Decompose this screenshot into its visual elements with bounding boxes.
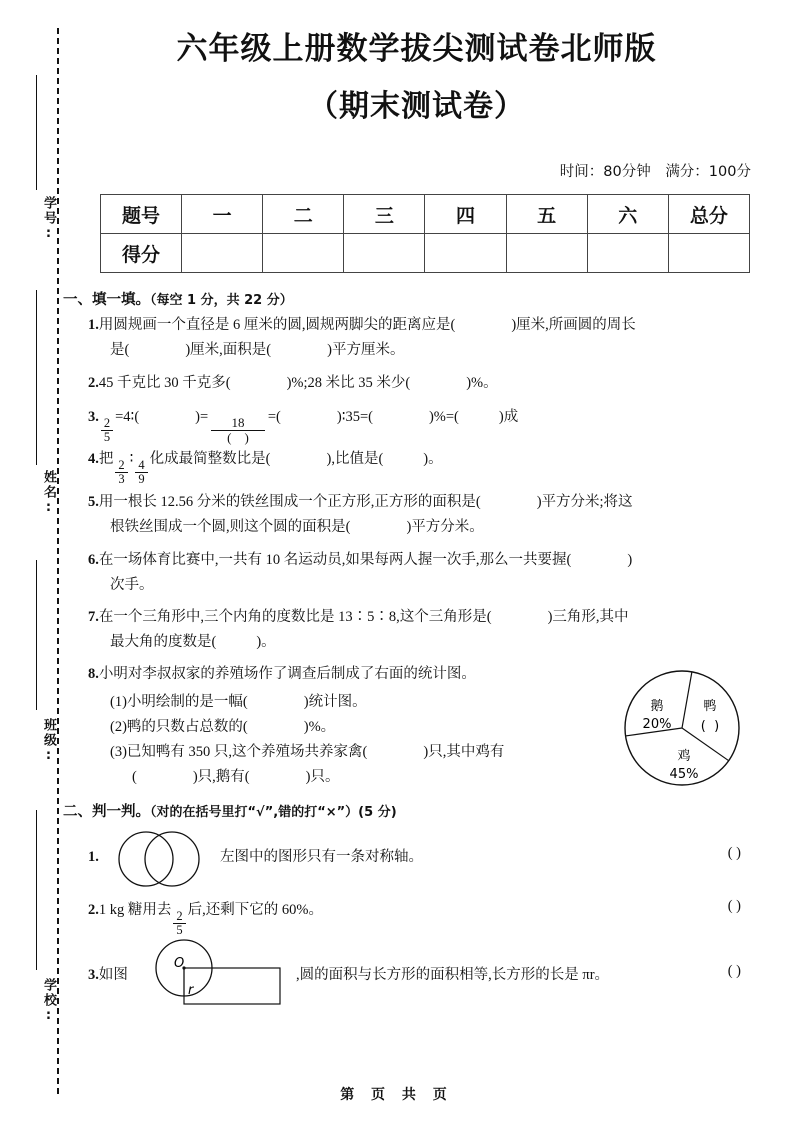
- q1-text-a: 用圆规画一个直径是 6 厘米的圆,圆规两脚尖的距离应是(: [98, 317, 456, 333]
- q7-text-c: 最大角的度数是(: [110, 634, 217, 650]
- rail-segment-4: [36, 810, 37, 970]
- t1-statement: 左图中的图形只有一条对称轴。: [220, 849, 423, 865]
- q2-number: 2.: [88, 375, 99, 391]
- t2-answer-bracket[interactable]: ( ): [727, 898, 741, 914]
- question-1-line-2: [110, 338, 404, 363]
- sidebar-label-student-id: 学号:: [41, 196, 56, 243]
- label-center-o: O: [174, 956, 185, 971]
- page-footer: 第 页 共 页: [340, 1087, 453, 1103]
- figure-two-overlapping-circles: [110, 828, 215, 895]
- q3-text-b: )=: [195, 409, 209, 425]
- t3-answer-bracket[interactable]: ( ): [727, 963, 741, 979]
- q7-text-b: )三角形,其中: [547, 609, 629, 625]
- q4-fraction-two-thirds: $\frac{2}{3}$: [115, 459, 127, 486]
- section-2-heading: [63, 800, 397, 821]
- score-cell-1[interactable]: [182, 234, 263, 273]
- q4-text-a: 把: [98, 451, 114, 467]
- question-8: [88, 662, 476, 687]
- sidebar-label-school: 学校:: [41, 978, 56, 1025]
- q6-number: 6.: [88, 552, 99, 568]
- q7-text-a: 在一个三角形中,三个内角的度数比是 13∶5∶8,这个三角形是(: [98, 609, 492, 625]
- rail-segment-3: [36, 560, 37, 710]
- q1-text-b: )厘米,所画圆的周长: [511, 317, 636, 333]
- q3-text-f: )成: [498, 409, 519, 425]
- q6-text-a: 在一场体育比赛中,一共有 10 名运动员,如果每两人握一次手,那么一共要握(: [98, 552, 572, 568]
- q3-number: 3.: [88, 409, 99, 425]
- score-cell-5[interactable]: [506, 234, 587, 273]
- q8-s1-text-b: )统计图。: [303, 694, 367, 710]
- question-4: [88, 447, 443, 486]
- section-2-title: 二、判一判。: [63, 804, 150, 820]
- q1-text-c: 是(: [110, 342, 130, 358]
- question-3: [88, 405, 518, 445]
- table-row-headers: [101, 195, 750, 234]
- score-col-2: 二: [263, 195, 344, 234]
- q8-s4-text: (: [132, 769, 137, 785]
- q8-s2-text-b: )%。: [303, 719, 336, 735]
- q7-text-d: )。: [256, 634, 276, 650]
- q6-text-c: 次手。: [110, 577, 154, 593]
- score-cell-6[interactable]: [587, 234, 668, 273]
- section-2-note: （对的在括号里打“√”,错的打“×”）(5 分): [150, 805, 397, 820]
- q2-text-a: 45 千克比 30 千克多(: [98, 375, 231, 391]
- t2-text-b: 后,还剩下它的 60%。: [187, 902, 323, 918]
- question-8-sub-4: [132, 765, 339, 790]
- q8-s3-text-b: )只,其中鸡有: [423, 744, 505, 760]
- q5-text-a: 用一根长 12.56 分米的铁丝围成一个正方形,正方形的面积是(: [98, 494, 481, 510]
- score-col-5: 五: [506, 195, 587, 234]
- question-8-sub-1: [110, 690, 367, 715]
- score-cell-3[interactable]: [344, 234, 425, 273]
- q8-s4-text-b: )只,鹅有(: [192, 769, 250, 785]
- t1-answer-bracket[interactable]: ( ): [727, 845, 741, 861]
- q8-s4-text-c: )只。: [305, 769, 340, 785]
- pie-chart-poultry: [612, 658, 752, 803]
- q5-text-d: )平方分米。: [406, 519, 484, 535]
- question-5-line-1: [88, 490, 633, 515]
- q4-ratio-colon: ∶: [129, 451, 134, 467]
- q4-text-c: 化成最简整数比是(: [149, 451, 271, 467]
- score-cell-total[interactable]: [668, 234, 749, 273]
- title-main: 六年级上册数学拔尖测试卷北师版: [176, 31, 657, 67]
- sidebar-label-class: 班级:: [41, 718, 56, 765]
- score-col-3: 三: [344, 195, 425, 234]
- pie-value-goose: 20%: [642, 717, 672, 732]
- q4-text-e: )。: [423, 451, 443, 467]
- q3-text-a: =4∶(: [115, 409, 140, 425]
- pie-divider-goose-duck: [682, 672, 692, 728]
- q5-text-c: 根铁丝围成一个圆,则这个圆的面积是(: [110, 519, 351, 535]
- label-radius-r: r: [188, 983, 194, 998]
- q8-s1-text: (1)小明绘制的是一幅(: [110, 694, 248, 710]
- q2-text-b: )%;28 米比 35 米少(: [286, 375, 411, 391]
- title-sub: （期末测试卷）: [308, 88, 525, 124]
- pie-label-duck: 鸭: [703, 699, 717, 714]
- sidebar-label-name: 姓名:: [41, 470, 56, 517]
- pie-label-goose: 鹅: [650, 699, 664, 714]
- q8-number: 8.: [88, 666, 99, 682]
- question-7-line-2: [110, 630, 276, 655]
- score-col-4: 四: [425, 195, 506, 234]
- q4-number: 4.: [88, 451, 99, 467]
- q8-s2-text: (2)鸭的只数占总数的(: [110, 719, 248, 735]
- overlap-circle-right: [145, 832, 199, 886]
- q2-text-c: )%。: [466, 375, 498, 391]
- t2-number: 2.: [88, 902, 99, 918]
- pie-label-chicken: 鸡: [677, 749, 691, 764]
- page-title: [70, 30, 763, 125]
- truefalse-3: [88, 963, 128, 988]
- question-6-line-2: [110, 573, 154, 598]
- q4-fraction-four-ninths: $\frac{4}{9}$: [135, 459, 147, 486]
- truefalse-2: [88, 898, 323, 937]
- section-1-title: 一、填一填。: [63, 292, 150, 308]
- exam-duration: 时间：80分钟: [559, 164, 651, 180]
- score-cell-4[interactable]: [425, 234, 506, 273]
- t2-text-a: 1 kg 糖用去: [98, 902, 172, 918]
- truefalse-1: [88, 845, 99, 870]
- exam-meta: [550, 160, 751, 181]
- rail-segment-2: [36, 290, 37, 465]
- rectangle-shape: [184, 968, 280, 1004]
- question-5-line-2: [110, 515, 484, 540]
- t2-fraction-two-fifths: $\frac{2}{5}$: [173, 910, 185, 937]
- score-row-label-2: 得分: [101, 234, 182, 273]
- question-8-sub-3: [110, 740, 504, 765]
- q3-text-e: )%=(: [428, 409, 459, 425]
- score-cell-2[interactable]: [263, 234, 344, 273]
- score-col-1: 一: [182, 195, 263, 234]
- score-table: [100, 194, 750, 273]
- q1-text-e: )平方厘米。: [327, 342, 405, 358]
- table-row-scores: [101, 234, 750, 273]
- q3-fraction-18-over-blank: $\frac{18}{( )}$: [211, 416, 265, 444]
- pie-value-duck[interactable]: ( ): [700, 719, 720, 734]
- q5-text-b: )平方分米;将这: [536, 494, 633, 510]
- figure-circle-and-rectangle: [148, 938, 296, 1015]
- q8-text-a: 小明对李叔叔家的养殖场作了调查后制成了右面的统计图。: [98, 666, 476, 682]
- question-7-line-1: [88, 605, 629, 630]
- question-8-sub-2: [110, 715, 335, 740]
- q6-text-b: ): [627, 552, 633, 568]
- question-6-line-1: [88, 548, 632, 573]
- exam-full-score: 满分：100分: [665, 164, 751, 180]
- score-col-6: 六: [587, 195, 668, 234]
- section-1-heading: [63, 288, 293, 309]
- truefalse-1-text: [220, 845, 423, 870]
- q8-s3-text: (3)已知鸭有 350 只,这个养殖场共养家禽(: [110, 744, 368, 760]
- margin-dashed-line: [57, 28, 59, 1094]
- q4-text-d: ),比值是(: [326, 451, 384, 467]
- t3-text-a: 如图: [98, 967, 128, 983]
- section-1-note: （每空 1 分，共 22 分）: [150, 293, 293, 308]
- t1-number: 1.: [88, 849, 99, 865]
- score-row-label-1: 题号: [101, 195, 182, 234]
- pie-value-chicken: 45%: [669, 767, 699, 782]
- q3-text-c: =(: [267, 409, 281, 425]
- t3-text-b: ,圆的面积与长方形的面积相等,长方形的长是 πr。: [296, 967, 610, 983]
- score-col-total: 总分: [668, 195, 749, 234]
- rail-segment-1: [36, 75, 37, 190]
- overlap-circle-left: [119, 832, 173, 886]
- q3-text-d: )∶35=(: [336, 409, 373, 425]
- question-1-line-1: [88, 313, 636, 338]
- q5-number: 5.: [88, 494, 99, 510]
- q3-fraction-two-fifths: $\frac{2}{5}$: [101, 417, 113, 444]
- question-2: [88, 371, 498, 396]
- q1-text-d: )厘米,面积是(: [185, 342, 272, 358]
- t3-number: 3.: [88, 967, 99, 983]
- q7-number: 7.: [88, 609, 99, 625]
- q1-number: 1.: [88, 317, 99, 333]
- truefalse-3-text: [296, 963, 609, 988]
